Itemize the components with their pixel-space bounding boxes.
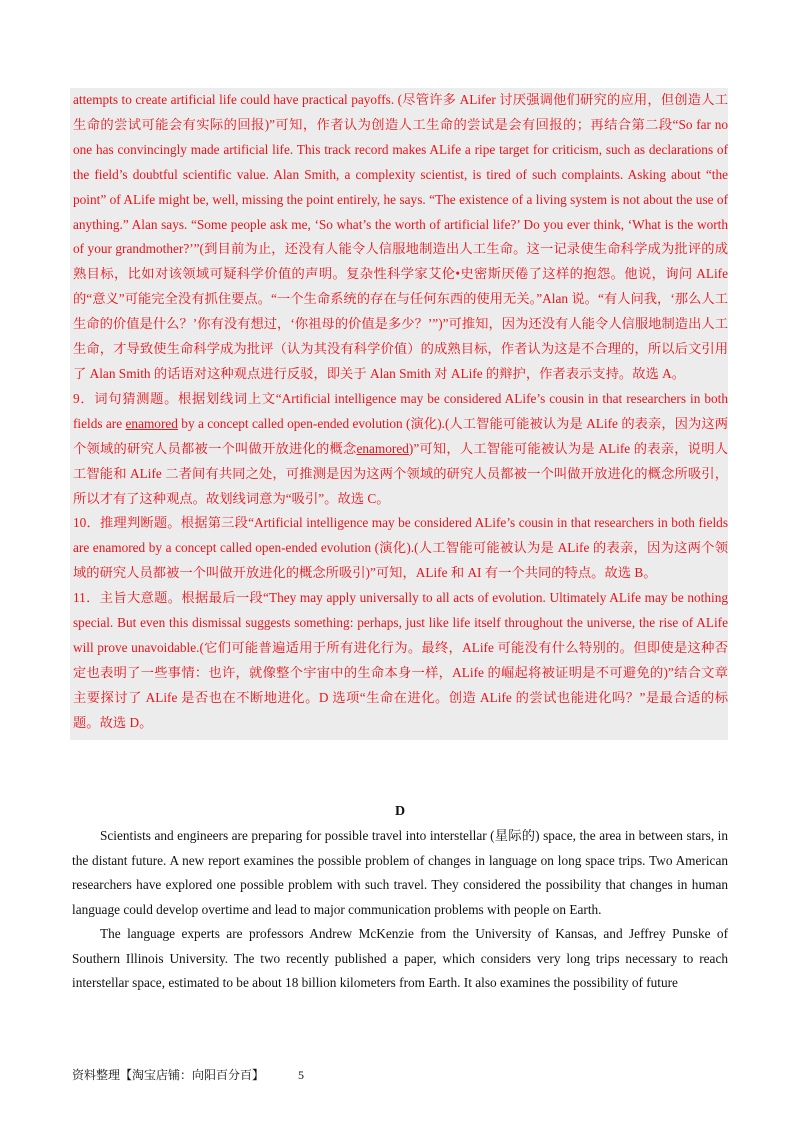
answer-q9 <box>73 387 728 512</box>
answer-q10: 10．推理判断题。根据第三段“Artificial intelligence may be considered ALife’s cousin in that researchers in both fields are enamored by a concept called open-ended evolution (演化).(人工智能可能被认为是 ALife 的表亲，因为这两个领域的研究人员都被一个叫做开放进化的概念所吸引)”可知，ALife 和 AI 有一个共同的特点。故选 B。 <box>73 515 728 581</box>
answer-explanation-block <box>70 88 728 740</box>
answer-q11: 11．主旨大意题。根据最后一段“They may apply universally to all acts of evolution. Ultimately ALife may be nothing special. But even this dismissal suggests something: perhaps, just like life itself throughout the universe, the rise of ALife will prove unavoidable.(它们可能普遍适用于所有进化行为。最终，ALife 可能没有什么特别的。但即使是这种否定也表明了一些事情：也许，就像整个宇宙中的生命本身一样，ALife 的崛起将被证明是不可避免的)”结合文章主要探讨了 ALife 是否也在不断地进化。D 选项“生命在进化。创造 ALife 的尝试也能进化吗？”是最合适的标题。故选 D。 <box>73 590 728 730</box>
passage-paragraph-2: The language experts are professors Andrew McKenzie from the University of Kansas, and Jeffrey Punske of Southern Illinois University. The two recently published a paper, which considers very long trips necessary to reach interstellar space, estimated to be about 18 billion kilometers from Earth. It also examines the possibility of future <box>72 926 728 990</box>
footer-source: 资料整理【淘宝店铺：向阳百分百】 <box>72 1068 265 1082</box>
passage-paragraph-1: Scientists and engineers are preparing for possible travel into interstellar (星际的) space, the area in between stars, in the distant future. A new report examines the possible problem of changes in language on long space trips. Two American researchers have explored one possible problem with such travel. They considered the possibility that changes in human language could develop overtime and lead to major communication problems with people on Earth. <box>72 828 728 917</box>
underlined-word-enamored-2: enamored <box>356 440 409 456</box>
answer-q9-text-2: by a concept called open-ended evolution (演化).(人工智能可能被认为是 ALife 的表亲，因为这两个领域的研究人员都被一个叫做开放进化的概念 <box>73 415 729 456</box>
section-title: D <box>394 804 406 819</box>
page-number: 5 <box>298 1068 305 1082</box>
answer-q9-text-3: )”可知，人工智能可能被认为是 ALife 的表亲，说明人工智能和 ALife 二者间有共同之处，可推测是因为这两个领域的研究人员都被一个叫做开放进化的概念所吸引，所以才有了这种观点。故划线词意为“吸引”。故选 C。 <box>73 440 728 506</box>
answer-q8-continuation: attempts to create artificial life could have practical payoffs. (尽管许多 ALifer 讨厌强调他们研究的应用，但创造人工生命的尝试可能会有实际的回报)”可知，作者认为创造人工生命的尝试是会有回报的；再结合第二段“So far no one has convincingly made artificial life. This track record makes ALife a ripe target for criticism, such as declarations of the field’s doubtful scientific value. Alan Smith, a complexity scientist, is tired of such complaints. Asking about “the point” of ALife might be, well, missing the point entirely, he says. “The existence of a living system is not about the use of anything.” Alan says. “Some people ask me, ‘So what’s the worth of artificial life?’ Do you ever think, ‘What is the worth of your grandmother?’”(到目前为止，还没有人能令人信服地制造出人工生命。这一记录使生命科学成为批评的成熟目标，比如对该领域可疑科学价值的声明。复杂性科学家艾伦•史密斯厌倦了这样的抱怨。他说，询问 ALife 的“意义”可能完全没有抓住要点。“一个生命系统的存在与任何东西的使用无关。”Alan 说。“有人问我，‘那么人工生命的价值是什么？’你有没有想过，‘你祖母的价值是多少？’”)”可推知，因为还没有人能令人信服地制造出人工生命，才导致使生命科学成为批评（认为其没有科学价值）的成熟目标，作者认为这是不合理的，所以后文引用了 Alan Smith 的话语对这种观点进行反驳，即关于 Alan Smith 对 ALife 的辩护，作者表示支持。故选 A。 <box>73 92 728 381</box>
page-footer <box>72 1066 304 1083</box>
underlined-word-enamored: enamored <box>125 415 178 431</box>
answer-q9-text-1: 9．词句猜测题。根据划线词上文“Artificial intelligence may be considered ALife’s cousin in that researchers in both fields are <box>73 390 728 431</box>
reading-passage <box>72 824 728 996</box>
